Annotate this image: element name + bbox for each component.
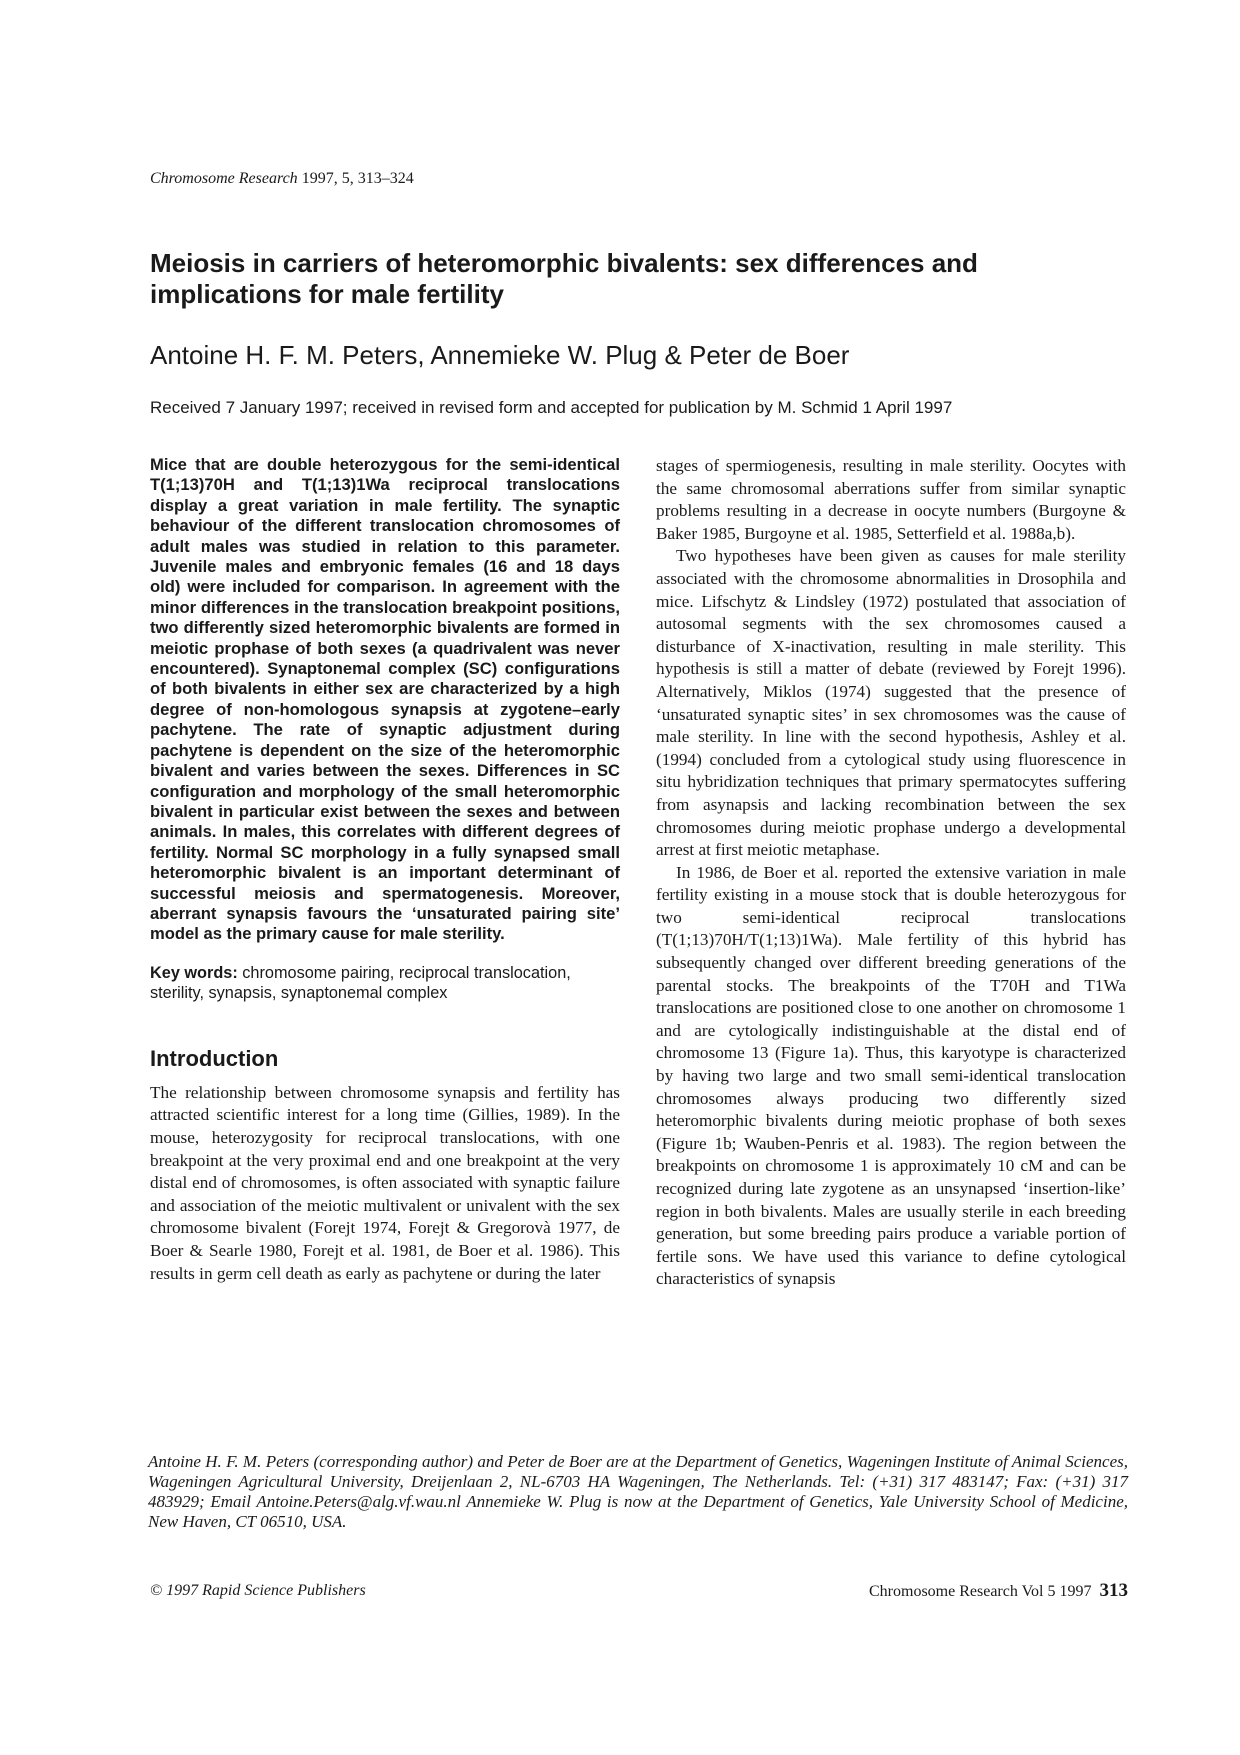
footer-journal-info bbox=[869, 1580, 1128, 1602]
body-paragraph: Two hypotheses have been given as causes for male sterility associated with the chromosome abnormalities in Drosophila and mice. Lifschytz & Lindsley (1972) postulated that association of autosomal segments with the sex chromosomes caused a disturbance of X-inactivation, resulting in male sterility. This hypothesis is still a matter of debate (reviewed by Forejt 1996). Alternatively, Miklos (1974) suggested that the presence of ‘unsaturated synaptic sites’ in sex chromosomes was the cause of male sterility. In line with the second hypothesis, Ashley et al. (1994) concluded from a cytological study using fluorescence in situ hybridization techniques that primary spermatocytes suffering from asynapsis and lacking recombination between the sex chromosomes during meiotic prophase undergo a developmental arrest at first meiotic metaphase. bbox=[656, 546, 1126, 860]
page-number: 313 bbox=[1099, 1580, 1128, 1601]
citation-details: 1997, 5, 313–324 bbox=[297, 170, 414, 187]
copyright-notice: © 1997 Rapid Science Publishers bbox=[150, 1582, 366, 1599]
journal-name: Chromosome Research bbox=[150, 170, 298, 187]
keywords bbox=[150, 963, 620, 1004]
author-list: Antoine H. F. M. Peters, Annemieke W. Plug & Peter de Boer bbox=[150, 340, 850, 370]
body-paragraph: stages of spermiogenesis, resulting in male sterility. Oocytes with the same chromosomal aberrations suffer from similar synaptic problems resulting in a decrease in oocyte numbers (Burgoyne & Baker 1985, Burgoyne et al. 1985, Setterfield et al. 1988a,b). bbox=[656, 456, 1126, 543]
journal-citation bbox=[150, 170, 414, 188]
body-paragraph: The relationship between chromosome synapsis and fertility has attracted scientific interest for a long time (Gillies, 1989). In the mouse, heterozygosity for reciprocal translocations, with one breakpoint at the very proximal end and one breakpoint at the very distal end of chromosomes, is often associated with synaptic failure and association of the meiotic multivalent or univalent with the sex chromosome bivalent (Forejt 1974, Forejt & Gregorovà 1977, de Boer & Searle 1980, Forejt et al. 1981, de Boer et al. 1986). This results in germ cell death as early as pachytene or during the later bbox=[150, 1082, 620, 1283]
article-title: Meiosis in carriers of heteromorphic bivalents: sex differences and implications for male fertility bbox=[150, 248, 978, 309]
received-dates: Received 7 January 1997; received in revised form and accepted for publication by M. Schmid 1 April 1997 bbox=[150, 398, 953, 417]
left-column bbox=[150, 455, 620, 1285]
footer-volume: Chromosome Research Vol 5 1997 bbox=[869, 1583, 1092, 1600]
right-column bbox=[656, 455, 1126, 1291]
section-heading-introduction: Introduction bbox=[150, 1045, 279, 1071]
body-paragraph: In 1986, de Boer et al. reported the extensive variation in male fertility existing in a mouse stock that is double heterozygous for two semi-identical reciprocal translocations (T(1;13)70H/T(1;13)1Wa). Male fertility of this hybrid has subsequently changed over different breeding generations of the parental stocks. The breakpoints of the T70H and T1Wa translocations are positioned close to one another on chromosome 1 and are cytologically indistinguishable at the distal end of chromosome 13 (Figure 1a). Thus, this karyotype is characterized by having two large and two small semi-identical translocation chromosomes always producing two differently sized heteromorphic bivalents during meiotic prophase of both sexes (Figure 1b; Wauben-Penris et al. 1983). The region between the breakpoints on chromosome 1 is approximately 10 cM and can be recognized during late zygotene as an unsynapsed ‘insertion-like’ region in both bivalents. Males are usually sterile in each breeding generation, but some breeding pairs produce a variable portion of fertile sons. We have used this variance to define cytological characteristics of synapsis bbox=[656, 862, 1126, 1289]
keywords-text: chromosome pairing, reciprocal translocation, sterility, synapsis, synaptonemal complex bbox=[150, 963, 571, 1003]
abstract: Mice that are double heterozygous for the semi-identical T(1;13)70H and T(1;13)1Wa reciprocal translocations display a great variation in male fertility. The synaptic behaviour of the different translocation chromosomes of adult males was studied in relation to this parameter. Juvenile males and embryonic females (16 and 18 days old) were included for comparison. In agreement with the minor differences in the translocation breakpoint positions, two differently sized heteromorphic bivalents are formed in meiotic prophase of both sexes (a quadrivalent was never encountered). Synaptonemal complex (SC) configurations of both bivalents in either sex are characterized by a high degree of non-homologous synapsis at zygotene–early pachytene. The rate of synaptic adjustment during pachytene is dependent on the size of the heteromorphic bivalent and varies between the sexes. Differences in SC configuration and morphology of the small heteromorphic bivalent in particular exist between the sexes and between animals. In males, this correlates with different degrees of fertility. Normal SC morphology in a fully synapsed small heteromorphic bivalent is an important determinant of successful meiosis and spermatogenesis. Moreover, aberrant synapsis favours the ‘unsaturated pairing site’ model as the primary cause for male sterility. bbox=[150, 455, 620, 944]
keywords-label: Key words: bbox=[150, 963, 238, 982]
author-affiliation: Antoine H. F. M. Peters (corresponding author) and Peter de Boer are at the Department of Genetics, Wageningen Institute of Animal Sciences, Wageningen Agricultural University, Dreijenlaan 2, NL-6703 HA Wageningen, The Netherlands. Tel: (+31) 317 483147; Fax: (+31) 317 483929; Email Antoine.Peters@alg.vf.wau.nl Annemieke W. Plug is now at the Department of Genetics, Yale University School of Medicine, New Haven, CT 06510, USA. bbox=[148, 1452, 1128, 1531]
